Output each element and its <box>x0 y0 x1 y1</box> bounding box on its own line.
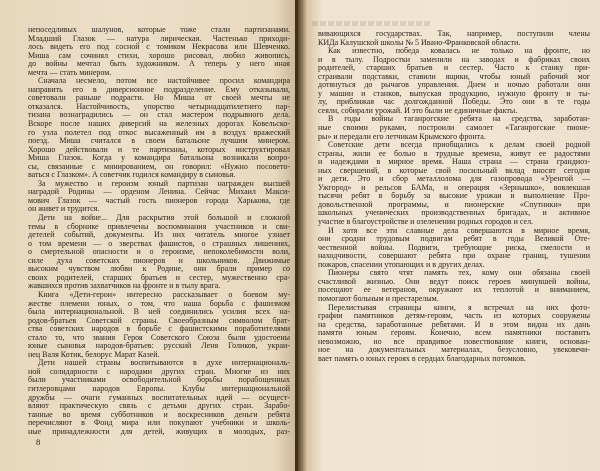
text-line: ства советских народов в борьбе с фашистскими поработителями <box>28 324 290 334</box>
text-line: графии памятников детям-героям, часть из которых сооружены <box>318 311 590 321</box>
text-line: дружбы — очаги гуманных воспитательных идей — осущест- <box>28 392 290 402</box>
paragraph <box>28 26 290 77</box>
text-line: вивающихся государствах. Так, например, поступили члены <box>318 29 590 38</box>
text-line: го узла полетел под откос высаженный им в воздух вражеский <box>28 127 290 137</box>
text-line: темы в сборнике привлечены воспоминания участников и сви- <box>28 221 290 231</box>
text-line: школьных ученических производственных бригадах, и активное <box>318 208 590 218</box>
text-line: находчивости, совершают ребята при охране границ, тушении <box>318 251 590 261</box>
text-line: Вскоре после наших диверсий на железных дорогах Ковельско- <box>28 119 290 129</box>
text-line: сеяли, собирали урожай. И это были не единичные факты. <box>318 105 518 115</box>
paragraph <box>318 227 590 270</box>
paragraph <box>28 291 290 359</box>
text-line: ной солидарности с народами других стран. Многие из них <box>28 366 290 376</box>
text-line: ваться с Глазком». А советчик годился командиру в сыновья. <box>28 170 236 180</box>
text-line: Как известно, победа ковалась не только на фронте, но <box>328 46 590 56</box>
left-page <box>0 0 298 471</box>
text-line: ные своими руками, построили самолет «Таганрогские пионе- <box>318 123 590 133</box>
paragraph <box>318 269 590 303</box>
paragraph <box>318 30 590 47</box>
text-line: ных свершений, в которые свой посильный вклад вносят сегодня <box>318 165 590 175</box>
text-line: советовали раньше подрасти. Но Миша от своей мечты не <box>28 93 290 103</box>
paragraph <box>28 214 290 291</box>
text-line: у машин и станков, выпуская продукцию, нужную фронту и ты- <box>318 88 590 98</box>
text-line: Перелистывая страницы книги, я встречал на них фото- <box>328 302 590 312</box>
bleed-through-text <box>312 21 432 26</box>
paragraph <box>28 359 290 436</box>
text-line: Миша сам сочинял стихи, хорошо рисовал, любил живопись, <box>28 50 290 60</box>
text-line: своих родителей, старших братьев и сестер, мужественно сра- <box>28 272 290 282</box>
text-line: участие в благоустройстве и озеленении родных городов и сел. <box>318 217 534 227</box>
text-line: Советские дети всегда приобщались к делам своей родной <box>328 140 590 150</box>
text-line: перечисляют в Фонд мира или покупают учебники и школь- <box>28 418 290 428</box>
text-line: жавшихся против захватчиков на фронте и в тылу врага. <box>28 281 221 291</box>
text-line: поезд. Миша считался в своем батальоне лучшим минером. <box>28 136 290 146</box>
text-line: пожаров, спасении утопающих и в других делах. <box>318 259 485 269</box>
text-line: ры» и передали его летчикам Крымского фронта. <box>318 131 486 141</box>
text-line: страны, жили ее болью в трудные времена, живут ее радостями <box>318 148 590 158</box>
text-line: и дети. Это и сбор металлолома для газопровода «Уренгой — <box>318 174 590 184</box>
text-line: тысячи ребят в борьбу за высокие урожаи и выполнение Про- <box>318 191 590 201</box>
text-line: ное на документальных материалах, безусловно, увековечи- <box>318 345 590 355</box>
text-line: наградой Родины — орденом Ленина. Сейчас Михаил Макси- <box>28 187 290 197</box>
text-line: И хотя все эти славные дела совершаются в мирное время, <box>328 225 590 235</box>
text-line: нец Валя Котик, белорус Марат Казей. <box>28 349 160 359</box>
text-line: родителей, старших братьев и сестер. Часто к станку при- <box>318 63 590 73</box>
paragraph <box>318 47 590 115</box>
text-line: КИДа Калушской школы № 5 Ивано-Франковской области. <box>318 37 521 47</box>
text-line: помогают больным и престарелым. <box>318 293 439 303</box>
text-line: невозможно, но все правдивое повествование книги, основан- <box>318 336 590 346</box>
text-line: юные сыновья народов-братьев: русский Леня Голиков, украи- <box>28 341 290 351</box>
text-line: стало то, что звания Героя Советского Союза были удостоены <box>28 332 290 342</box>
right-page <box>298 0 600 471</box>
text-line: памяти юным героям. Конечно, всем памятники поставить <box>318 328 590 338</box>
text-line: лу, приближая час долгожданной Победы. Это они в те годы <box>318 97 590 107</box>
text-line: вает память о юных героях в сердцах благодарных потомков. <box>318 353 526 363</box>
text-line: и в тылу. Подростки заменили на заводах и фабриках своих <box>318 54 590 64</box>
text-line: он живет и трудится. <box>28 204 100 214</box>
text-line: Сначала несмело, потом все настойчивее просил командира <box>38 76 290 86</box>
text-line: высоким чувством любви к Родине, они брали пример со <box>28 264 290 274</box>
text-line: Дети на войне... Для раскрытия этой большой и сложной <box>38 213 290 223</box>
text-line: жестве племени юных, о том, что наша борьба с фашизмом <box>28 298 290 308</box>
paragraph <box>28 180 290 214</box>
text-line: до войны мечтал быть художником. А теперь у него иная <box>28 59 290 69</box>
text-line: лось видеть его под сосной с томиком Некрасова или Шевченко. <box>28 42 290 52</box>
text-line: дотянуться до рычагов управления. Днем и ночью работали они <box>318 80 590 90</box>
left-page-text <box>28 26 290 436</box>
text-line: Младший Глазок — натура лирическая. Частенько приходи- <box>28 33 290 43</box>
text-line: отказался. Настойчивость, упорство четырнадцатилетнего пар- <box>28 101 290 111</box>
text-line: ные принадлежности для детей, живущих в молодых, раз- <box>28 426 290 436</box>
text-line: страивали подставки, ставили ящики, чтобы юный рабочий мог <box>318 71 590 81</box>
right-page-text <box>318 30 590 363</box>
text-line: За мужество и героизм юный партизан награжден высшей <box>38 178 290 188</box>
text-line: о том времени — о зверствах фашистов, о страшных лишениях, <box>28 238 290 248</box>
text-line: силе духа советских пионеров и школьников. Движимые <box>28 255 290 265</box>
paragraph <box>28 77 290 180</box>
text-line: вляют практическую связь с детьми других стран. Зарабо- <box>28 401 290 411</box>
text-line: они сродни трудовым подвигам ребят в годы Великой Оте- <box>318 234 590 244</box>
text-line: Дети нашей страны воспитываются в духе интернациональ- <box>38 358 290 368</box>
text-line: гитлеровцами народов Европы. Клубы интернациональной <box>28 383 290 393</box>
text-line: Хорошо действовали и те партизаны, которых инструктировал <box>28 144 290 154</box>
paragraph <box>318 304 590 364</box>
text-line: непоседливых шалунов, которые тоже стали партизанами. <box>28 25 290 34</box>
text-line: Книга «Дети-герои» интересно рассказывает о боевом му- <box>38 289 290 299</box>
text-line: родов-братьев Советской страны. Своеобразным символом брат- <box>28 315 290 325</box>
text-line: чественной войны. Подвиги, требующие риска, смелости и <box>318 242 590 252</box>
text-line: направить его в диверсионное подразделение. Ему отказывали, <box>28 84 290 94</box>
paragraph <box>318 115 590 141</box>
text-line: была интернациональной. В ней соединились усилия всех на- <box>28 307 290 317</box>
text-line: на средства, заработанные ребятами. И в этом видна их дань <box>318 319 590 329</box>
paragraph <box>318 141 590 226</box>
text-line: В годы войны таганрогские ребята на средства, заработан- <box>328 114 590 124</box>
text-line: и надеждами в мирное время. Наша страна — страна грандиоз- <box>318 157 590 167</box>
text-line: танные во время субботников и воскресников деньги ребята <box>28 409 290 419</box>
text-line: о смертельной опасности и о героизме, непоколебимости воли, <box>28 247 290 257</box>
text-line: Пионеры свято чтят память тех, кому они обязаны своей <box>328 268 590 278</box>
text-line: были участниками освободительной борьбы порабощенных <box>28 375 290 385</box>
text-line: мович Глазок — частый гость пионеров города Харькова, где <box>28 195 290 205</box>
text-line: довольственной программы, и пионерские «Спутники» при <box>318 199 590 209</box>
text-line: счастливой жизнью. Они ведут поиск героев минувшей войны, <box>318 276 590 286</box>
text-line: посещают ее ветеранов, окружают их теплотой и вниманием, <box>318 285 590 295</box>
text-line: детелей событий, документы. Из них читатель многое узнает <box>28 230 290 240</box>
text-line: тизана вознаградились — он стал мастером подрывного дела. <box>28 110 290 120</box>
text-line: мечта — стать минером. <box>28 67 112 77</box>
text-line: Ужгород» и рельсов БАМа, и операция «Зернышко», вовлекшая <box>318 182 590 192</box>
text-line: сы, связанные с минированием, он говорил: «Нужно посовето- <box>28 161 290 171</box>
page-number: 8 <box>36 437 41 447</box>
text-line: Миша Глазок. Когда у командира батальона возникали вопро- <box>28 153 290 163</box>
